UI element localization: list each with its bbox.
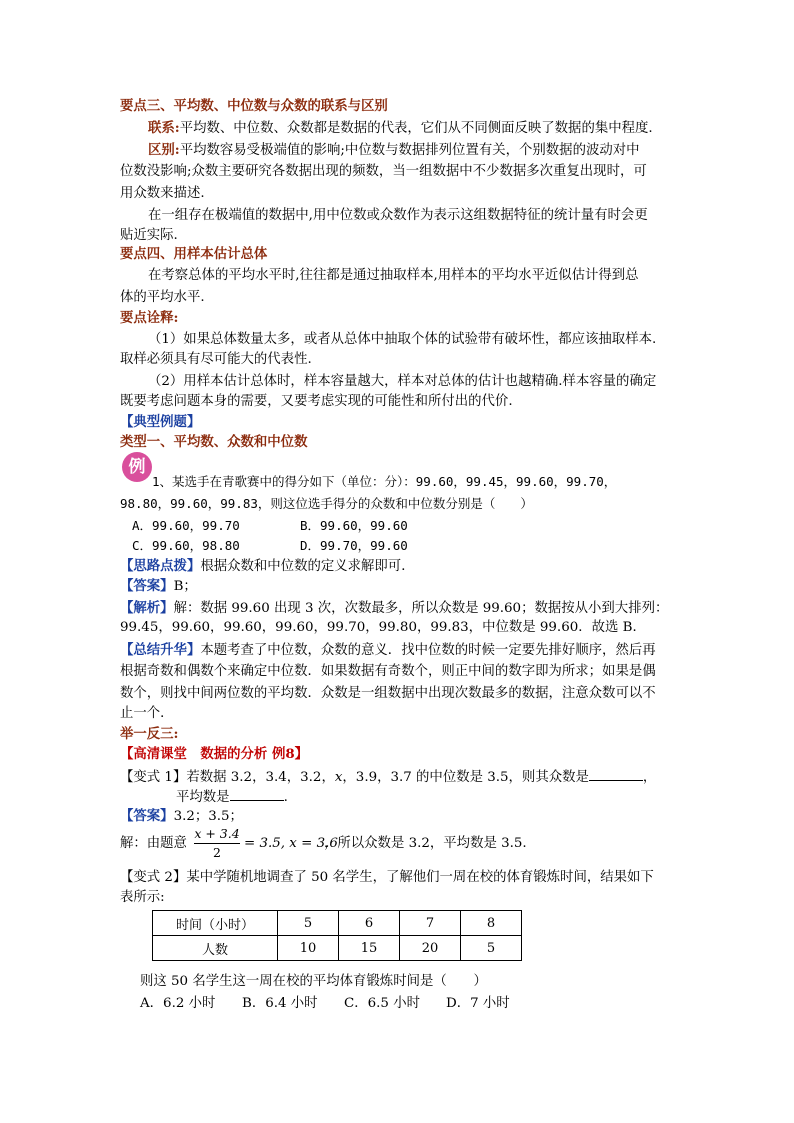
sec4-para-1: 在考察总体的平均水平时,往往都是通过抽取样本,用样本的平均水平近似估计得到总: [148, 268, 639, 283]
analysis-text-1: 解：数据 99.60 出现 3 次，次数最多，所以众数是 99.60；数据按从小到大排列：: [173, 601, 669, 616]
variant2-option-d: D．7 小时: [446, 996, 510, 1011]
type1-heading: 类型一、平均数、众数和中位数: [120, 434, 308, 450]
mode-answer-blank: [589, 766, 643, 781]
table-cell: 20: [400, 936, 461, 961]
table-header-cell: 时间（小时）: [153, 911, 278, 936]
variant2-option-c: C．6.5 小时: [344, 996, 420, 1011]
jyf-title: 举一反三:: [120, 726, 179, 742]
qubie-line: [148, 140, 640, 161]
note2-line2: 既要考虑问题本身的需要，又要考虑实现的可能性和所付出的代价.: [120, 394, 513, 409]
fraction-numerator: x + 3.4: [194, 826, 240, 841]
variant1-comma: ，: [642, 770, 657, 785]
table-header-cell: 7: [400, 911, 461, 936]
variant1-solution-suffix: ，所以众数是 3.2，平均数是 3.5.: [324, 836, 527, 851]
note1-line2: 取样必须具有尽可能大的代表性.: [120, 352, 312, 367]
section4-title: 要点四、用样本估计总体: [120, 246, 268, 262]
variant1-answer-label: 【答案】: [120, 808, 174, 824]
qubie-text-3: 用众数来描述.: [120, 186, 205, 201]
variant1-mean-text: 平均数是: [176, 790, 230, 805]
exercise-time-table: [152, 910, 522, 961]
ex1-analysis-line1: [120, 598, 668, 619]
note1-line1: （1）如果总体数量太多，或者从总体中抽取个体的试验带有破坏性，都应该抽取样本.: [148, 332, 657, 347]
table-header-cell: 5: [278, 911, 339, 936]
variant1-answer-text: 3.2；3.5；: [173, 809, 243, 824]
variant2-line1: [120, 868, 654, 888]
section3-title: 要点三、平均数、中位数与众数的联系与区别: [120, 98, 388, 114]
mean-answer-blank: [230, 786, 284, 801]
ex1-option-c: C．99.60，98.80: [132, 538, 240, 553]
variant2-option-b: B．6.4 小时: [242, 996, 318, 1011]
summary-text-1: 本题考查了中位数，众数的意义．找中位数的时候一定要先排好顺序，然后再: [200, 643, 656, 658]
analysis-label: 【解析】: [120, 600, 174, 616]
ex1-question-line1: 1、某选手在青歌赛中的得分如下（单位：分）：99.60，99.45，99.60，99.70，: [152, 474, 617, 489]
table-header-cell: 6: [339, 911, 400, 936]
ex1-summary-line3: 数个，则找中间两位数的平均数．众数是一组数据中出现次数最多的数据，注意众数可以不: [120, 686, 656, 701]
table-cell: 10: [278, 936, 339, 961]
ex1-option-d: D．99.70，99.60: [300, 538, 408, 553]
answer-text: B；: [173, 579, 197, 594]
hint-label: 【思路点拨】: [120, 558, 201, 574]
fraction-denominator: 2: [213, 845, 221, 860]
ex1-summary-line4: 止一个．: [120, 706, 174, 721]
hd-classroom-link[interactable]: 【高清课堂 数据的分析 例8】: [120, 746, 309, 762]
ex1-summary-line2: 根据奇数和偶数个来确定中位数．如果数据有奇数个，则正中间的数字即为所求；如果是偶: [120, 664, 656, 679]
variant1-line2: [176, 786, 288, 808]
qubie-text-1: 平均数容易受极端值的影响;中位数与数据排列位置有关，个别数据的波动对中: [179, 143, 640, 158]
ex1-summary-line1: [120, 640, 656, 661]
table-cell: 5: [461, 936, 522, 961]
solution-equation: = 3.5, x = 3.6: [244, 836, 338, 851]
ex1-option-a: A．99.60，99.70: [132, 518, 240, 533]
table-cell: 人数: [153, 936, 278, 961]
variant1-text-b: ，3.9，3.7 的中位数是 3.5，则其众数是: [342, 770, 589, 785]
sec3-para-1: 在一组存在极端值的数据中,用中位数或众数作为表示这组数据特征的统计量有时会更: [148, 208, 648, 223]
notes-title: 要点诠释:: [120, 310, 179, 326]
summary-label: 【总结升华】: [120, 642, 201, 658]
lianxi-text: 平均数、中位数、众数都是数据的代表，它们从不同侧面反映了数据的集中程度.: [179, 121, 653, 136]
answer-label: 【答案】: [120, 578, 174, 594]
table-row: [153, 911, 522, 936]
ex1-question-line2: 98.80，99.60，99.83，则这位选手得分的众数和中位数分别是（ ）: [120, 496, 533, 511]
lianxi-label: 联系:: [148, 120, 180, 136]
variant1-text-a: 若数据 3.2，3.4，3.2，: [186, 770, 335, 785]
variant1-line1: [120, 766, 656, 788]
fraction-bar: [194, 843, 240, 844]
variant1-label: 【变式 1】: [120, 770, 187, 785]
variant2-option-a: A．6.2 小时: [140, 996, 216, 1011]
variant2-line2: 表所示:: [120, 890, 165, 905]
ex1-answer: [120, 576, 197, 597]
ex1-analysis-line2: 99.45，99.60，99.60，99.60，99.70，99.80，99.83，中位数是 99.60．故选 B．: [120, 620, 646, 635]
example-badge-icon: 例: [122, 452, 152, 482]
examples-heading: 【典型例题】: [120, 414, 201, 430]
qubie-text-2: 位数没影响;众数主要研究各数据出现的频数，当一组数据中不少数据多次重复出现时，可: [120, 164, 647, 179]
variant1-answer: [120, 806, 243, 827]
variant1-x: x: [334, 770, 343, 785]
qubie-label: 区别:: [148, 142, 180, 158]
hint-text: 根据众数和中位数的定义求解即可．: [200, 559, 415, 574]
ex1-option-b: B．99.60，99.60: [300, 518, 408, 533]
ex1-hint: [120, 556, 415, 577]
variant2-question: 则这 50 名学生这一周在校的平均体育锻炼时间是（ ）: [140, 974, 487, 989]
sec4-para-2: 体的平均水平.: [120, 290, 205, 305]
table-row: [153, 936, 522, 961]
table-header-cell: 8: [461, 911, 522, 936]
variant2-label: 【变式 2】: [120, 870, 187, 885]
lianxi-line: [148, 118, 653, 139]
variant1-solution-prefix: 解：由题意: [120, 836, 187, 851]
table-cell: 15: [339, 936, 400, 961]
note2-line1: （2）用样本估计总体时，样本容量越大，样本对总体的估计也越精确.样本容量的确定: [148, 374, 657, 389]
sec3-para-2: 贴近实际.: [120, 228, 178, 243]
variant2-text-1: 某中学随机地调查了 50 名学生，了解他们一周在校的体育锻炼时间，结果如下: [186, 870, 654, 885]
variant1-period: .: [283, 790, 288, 805]
